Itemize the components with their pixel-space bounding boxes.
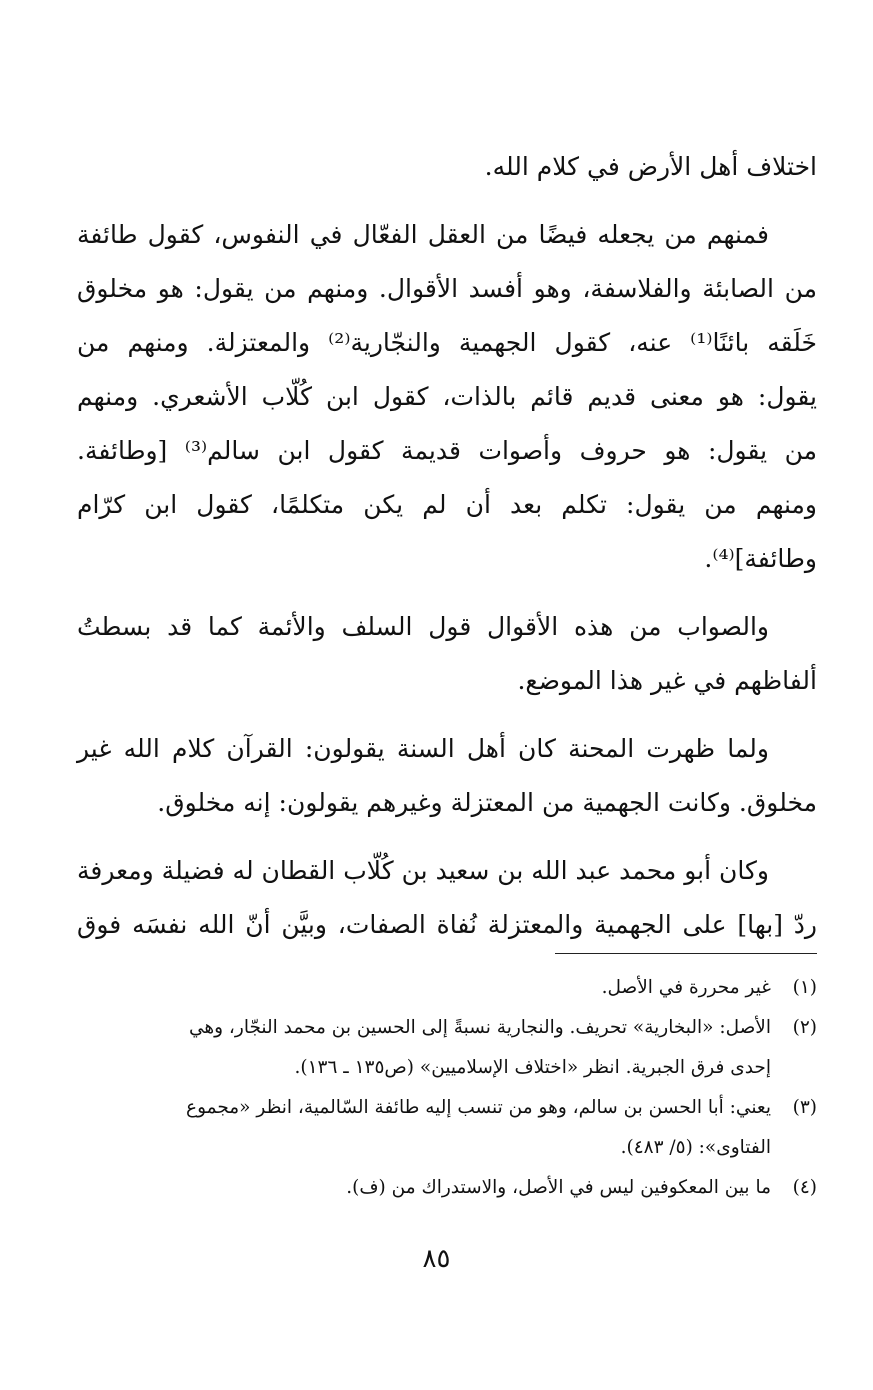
paragraph-line: خَلَقه بائنًا⁽¹⁾ عنه، كقول الجهمية والنجّارية⁽²⁾ والمعتزلة. ومنهم من [77, 328, 817, 357]
footnote-number: (١) [792, 977, 817, 998]
footnotes [77, 968, 817, 1208]
footnote-text: يعني: أبا الحسن بن سالم، وهو من تنسب إليه طائفة السّالمية، انظر «مجموع [186, 1097, 771, 1118]
footnote-2 [77, 1008, 817, 1048]
footnote-number: (٣) [792, 1097, 817, 1118]
page-number: ٨٥ [422, 1244, 451, 1274]
paragraph-line: ولما ظهرت المحنة كان أهل السنة يقولون: القرآن كلام الله غير [77, 734, 769, 763]
paragraph-line: من الصابئة والفلاسفة، وهو أفسد الأقوال. ومنهم من يقول: هو مخلوق [77, 274, 817, 303]
footnote-3-continuation: الفتاوى»: (٥/ ٤٨٣). [620, 1137, 771, 1158]
paragraph-line: والصواب من هذه الأقوال قول السلف والأئمة كما قد بسطتُ [77, 612, 769, 641]
footnote-text: غير محررة في الأصل. [601, 977, 771, 998]
paragraph-line: ومنهم من يقول: تكلم بعد أن لم يكن متكلمًا، كقول ابن كرّام [77, 490, 817, 519]
footnote-number: (٤) [792, 1177, 817, 1198]
main-text [77, 140, 817, 952]
paragraph-line: ألفاظهم في غير هذا الموضع. [517, 666, 817, 695]
footnote-1 [77, 968, 817, 1008]
paragraph-line: ردّ [بها] على الجهمية والمعتزلة نُفاة الصفات، وبيَّن أنّ الله نفسَه فوق [77, 910, 817, 939]
footnote-2-continuation: إحدى فرق الجبرية. انظر «اختلاف الإسلاميين» (ص١٣٥ ـ ١٣٦). [294, 1057, 771, 1078]
paragraph-line: يقول: هو معنى قديم قائم بالذات، كقول ابن كُلّاب الأشعري. ومنهم [77, 382, 817, 411]
footnote-number: (٢) [792, 1017, 817, 1038]
footnote-text: ما بين المعكوفين ليس في الأصل، والاستدراك من (ف). [346, 1177, 771, 1198]
paragraph-line: فمنهم من يجعله فيضًا من العقل الفعّال في النفوس، كقول طائفة [77, 220, 769, 249]
paragraph-line: وكان أبو محمد عبد الله بن سعيد بن كُلّاب القطان له فضيلة ومعرفة [77, 856, 769, 885]
footnote-divider [555, 953, 817, 954]
paragraph-line: مخلوق. وكانت الجهمية من المعتزلة وغيرهم يقولون: إنه مخلوق. [157, 788, 817, 817]
paragraph-line: اختلاف أهل الأرض في كلام الله. [484, 152, 817, 181]
footnote-3 [77, 1088, 817, 1128]
paragraph-line: من يقول: هو حروف وأصوات قديمة كقول ابن سالم⁽³⁾ [وطائفة. [77, 436, 817, 465]
footnote-4 [77, 1168, 817, 1208]
paragraph-line: وطائفة]⁽⁴⁾. [704, 544, 817, 573]
footnote-text: الأصل: «البخارية» تحريف. والنجارية نسبةً إلى الحسين بن محمد النجّار، وهي [188, 1017, 771, 1038]
